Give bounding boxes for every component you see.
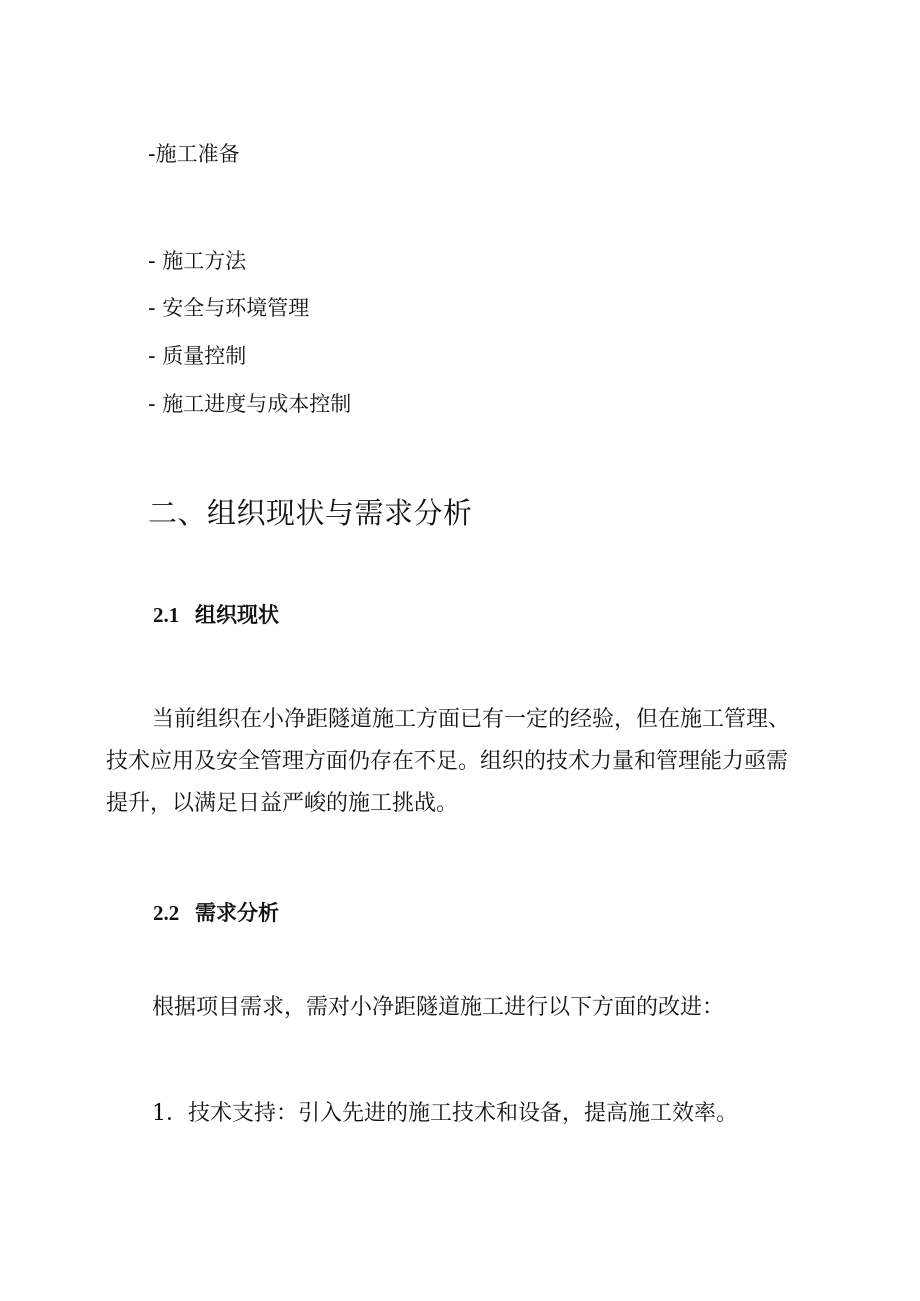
subsection-heading-2-1 [153, 605, 279, 626]
list-item-construction-method: - 施工方法 [148, 249, 247, 273]
list-item-schedule-cost: - 施工进度与成本控制 [148, 392, 352, 416]
subsection-title: 需求分析 [195, 901, 279, 925]
list-item-quality-control: - 质量控制 [148, 344, 247, 368]
paragraph-requirements: 根据项目需求，需对小净距隧道施工进行以下方面的改进： [152, 995, 725, 1020]
list-item-safety-environment: - 安全与环境管理 [148, 296, 310, 320]
list-item-construction-preparation: -施工准备 [148, 142, 240, 166]
subsection-heading-2-2 [153, 903, 279, 924]
paragraph-current-status [106, 699, 826, 825]
subsection-title: 组织现状 [195, 603, 279, 627]
subsection-number: 2.2 [153, 901, 180, 925]
section-heading: 二、组织现状与需求分析 [148, 496, 473, 530]
paragraph-line: 提升，以满足日益严峻的施工挑战。 [106, 791, 459, 816]
numbered-item-1: 1．技术支持：引入先进的施工技术和设备，提高施工效率。 [152, 1101, 738, 1126]
paragraph-line: 技术应用及安全管理方面仍存在不足。组织的技术力量和管理能力亟需 [106, 749, 789, 774]
subsection-number: 2.1 [153, 603, 180, 627]
paragraph-line: 当前组织在小净距隧道施工方面已有一定的经验，但在施工管理、 [152, 707, 791, 732]
